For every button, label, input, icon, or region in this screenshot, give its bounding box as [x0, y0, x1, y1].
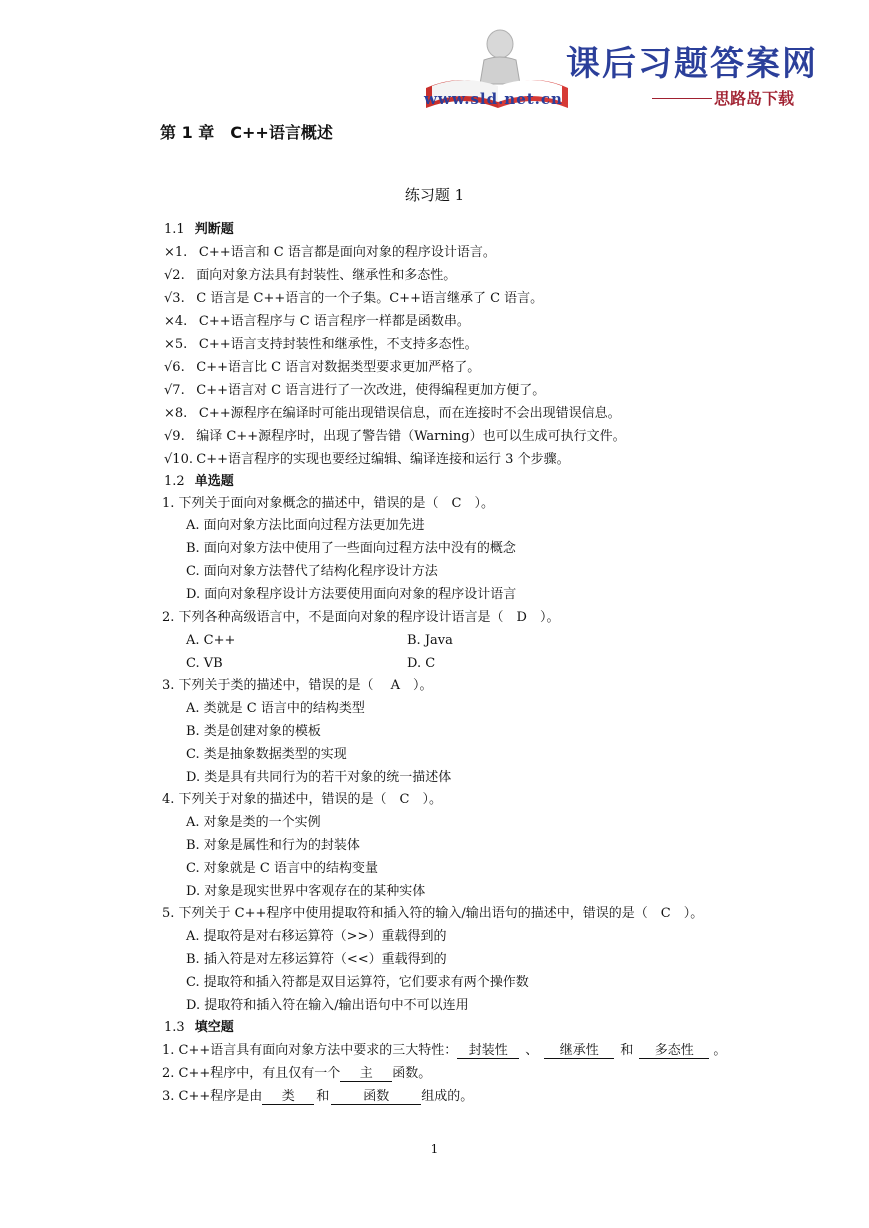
judgment-number: 10. [172, 452, 193, 467]
option: C. 面向对象方法替代了结构化程序设计方法 [186, 564, 438, 579]
question-stem: 2. 下列各种高级语言中，不是面向对象的程序设计语言是（ D ）。 [162, 610, 560, 625]
check-mark-icon: √ [164, 291, 173, 306]
judgment-text: C++语言支持封装性和继承性，不支持多态性。 [198, 337, 478, 352]
fill-answer: 类 [262, 1090, 314, 1105]
option: D. 类是具有共同行为的若干对象的统一描述体 [186, 770, 452, 785]
option: B. 对象是属性和行为的封装体 [186, 838, 360, 853]
fill-answer: 函数 [331, 1090, 421, 1105]
cross-mark-icon: × [164, 245, 175, 260]
judgment-text: C++源程序在编译时可能出现错误信息，而在连接时不会出现错误信息。 [198, 406, 621, 421]
fill-answer: 封装性 [457, 1044, 519, 1059]
logo-subtitle: 思路岛下载 [714, 89, 795, 108]
option: B. 插入符是对左移运算符（<<）重载得到的 [186, 952, 447, 967]
option: D. 面向对象程序设计方法要使用面向对象的程序设计语言 [186, 587, 517, 602]
section-heading-1-2: 1.2 单选题 [164, 474, 234, 489]
judgment-item [164, 245, 496, 261]
option: A. C++ [186, 633, 236, 648]
section-heading-1-3: 1.3 填空题 [164, 1020, 234, 1035]
option: A. 类就是 C 语言中的结构类型 [186, 701, 365, 716]
judgment-number: 1. [174, 245, 188, 260]
logo-url: www.sld.net.cn [424, 90, 563, 108]
option: C. 提取符和插入符都是双目运算符，它们要求有两个操作数 [186, 975, 529, 990]
question-stem: 3. 下列关于类的描述中，错误的是（ A ）。 [162, 678, 433, 693]
judgment-item [164, 291, 543, 307]
judgment-item [164, 268, 456, 284]
fill-item: 3. C++程序是由 类 和 函数 组成的。 [162, 1089, 474, 1104]
judgment-text: C++语言比 C 语言对数据类型要求更加严格了。 [196, 360, 481, 375]
judgment-item [164, 429, 626, 445]
option: C. 对象就是 C 语言中的结构变量 [186, 861, 378, 876]
question-stem: 1. 下列关于面向对象概念的描述中，错误的是（ C ）。 [162, 496, 494, 511]
judgment-text: C++语言程序的实现也要经过编辑、编译连接和运行 3 个步骤。 [196, 452, 570, 467]
judgment-item [164, 360, 480, 376]
judgment-text: C++语言对 C 语言进行了一次改进，使得编程更加方便了。 [196, 383, 546, 398]
fill-answer: 主 [340, 1067, 392, 1082]
check-mark-icon: √ [164, 429, 173, 444]
judgment-number: 7. [172, 383, 185, 398]
option: C. 类是抽象数据类型的实现 [186, 747, 347, 762]
cross-mark-icon: × [164, 337, 175, 352]
fill-item: 2. C++程序中，有且仅有一个 主 函数。 [162, 1066, 432, 1081]
page-number: 1 [430, 1142, 439, 1156]
option: D. 提取符和插入符在输入/输出语句中不可以连用 [186, 998, 469, 1013]
check-mark-icon: √ [164, 452, 173, 467]
judgment-text: C++语言程序与 C 语言程序一样都是函数串。 [198, 314, 470, 329]
option: A. 对象是类的一个实例 [186, 815, 321, 830]
judgment-number: 8. [174, 406, 188, 421]
option: D. 对象是现实世界中客观存在的某种实体 [186, 884, 426, 899]
logo-title: 课后习题答案网 [566, 44, 818, 84]
judgment-text: C++语言和 C 语言都是面向对象的程序设计语言。 [198, 245, 496, 260]
judgment-number: 2. [172, 268, 185, 283]
judgment-item [164, 406, 621, 422]
check-mark-icon: √ [164, 360, 173, 375]
section-heading-1-1: 1.1 判断题 [164, 222, 234, 237]
option: A. 面向对象方法比面向过程方法更加先进 [186, 518, 425, 533]
fill-answer: 继承性 [544, 1044, 614, 1059]
option: B. 类是创建对象的模板 [186, 724, 321, 739]
fill-item: 1. C++语言具有面向对象方法中要求的三大特性： 封装性 、 继承性 和 多态性 。 [162, 1043, 727, 1058]
question-stem: 5. 下列关于 C++程序中使用提取符和插入符的输入/输出语句的描述中，错误的是（ C ）。 [162, 906, 704, 921]
check-mark-icon: √ [164, 383, 173, 398]
judgment-number: 3. [172, 291, 185, 306]
judgment-item [164, 337, 478, 353]
chapter-title: 第 1 章 C++语言概述 [160, 123, 333, 142]
option: C. VB [186, 656, 223, 671]
judgment-number: 4. [174, 314, 188, 329]
judgment-text: 编译 C++源程序时，出现了警告错（Warning）也可以生成可执行文件。 [196, 429, 626, 444]
fill-answer: 多态性 [639, 1044, 709, 1059]
check-mark-icon: √ [164, 268, 173, 283]
option: A. 提取符是对右移运算符（>>）重载得到的 [186, 929, 447, 944]
judgment-item [164, 452, 570, 468]
judgment-item [164, 314, 470, 330]
option: D. C [407, 656, 436, 671]
judgment-text: C 语言是 C++语言的一个子集。C++语言继承了 C 语言。 [196, 291, 544, 306]
judgment-number: 5. [174, 337, 188, 352]
cross-mark-icon: × [164, 314, 175, 329]
judgment-number: 6. [172, 360, 185, 375]
judgment-text: 面向对象方法具有封装性、继承性和多态性。 [196, 268, 457, 283]
judgment-item [164, 383, 545, 399]
option: B. Java [407, 633, 453, 648]
logo-dash [652, 98, 712, 99]
option: B. 面向对象方法中使用了一些面向过程方法中没有的概念 [186, 541, 516, 556]
judgment-number: 9. [172, 429, 185, 444]
cross-mark-icon: × [164, 406, 175, 421]
question-stem: 4. 下列关于对象的描述中，错误的是（ C ）。 [162, 792, 442, 807]
exercise-title: 练习题 1 [404, 186, 465, 204]
